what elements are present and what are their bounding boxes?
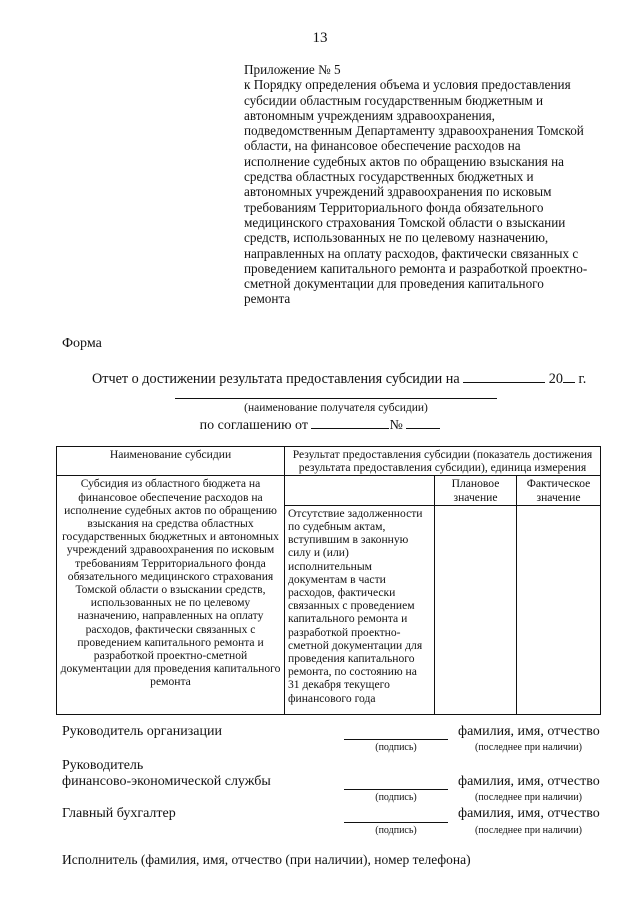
page-number: 13 (312, 30, 328, 46)
appendix-line: медицинского страхования Томской области о взыскании (244, 214, 566, 230)
signature-caption: (подпись) (375, 792, 417, 803)
date-blank[interactable] (463, 370, 545, 383)
appendix-line: исполнение судебных актов по обращению взыскания на (244, 153, 565, 169)
appendix-line: Приложение № 5 (244, 62, 341, 77)
agreement-line (0, 416, 640, 434)
planned-value-cell[interactable] (435, 505, 517, 715)
fio-caption: (последнее при наличии) (475, 792, 582, 803)
col-header-result: Результат предоставления субсидии (показатель достижения результата предоставления субсидии), единица измерения (285, 447, 601, 476)
report-title-text: Отчет о достижении результата предоставления субсидии на (92, 371, 460, 387)
appendix-header (244, 62, 616, 307)
number-sign: № (389, 418, 403, 433)
appendix-line: средства областных государственных бюджетных и (244, 169, 534, 185)
appendix-line: сметной документации для проведения капитального (244, 276, 544, 292)
appendix-line: области, на финансовое обеспечение расходов на (244, 138, 521, 154)
result-header-empty (285, 476, 435, 505)
appendix-line: проведением капитального ремонта и разработкой проектно- (244, 260, 588, 276)
report-title (92, 370, 586, 388)
appendix-line: субсидии областным государственным бюджетным и (244, 92, 544, 108)
recipient-line[interactable] (175, 398, 497, 399)
fio-caption: (последнее при наличии) (475, 825, 582, 836)
appendix-line: автономным учреждениям здравоохранения, (244, 107, 495, 123)
fio-label: фамилия, имя, отчество (458, 774, 600, 789)
signature-label-finance-service: финансово-экономической службы (62, 774, 271, 789)
signature-caption: (подпись) (375, 825, 417, 836)
appendix-line: к Порядку определения объема и условия предоставления (244, 77, 571, 93)
signature-line-finance[interactable] (344, 789, 448, 790)
actual-value-cell[interactable] (517, 505, 601, 715)
fio-caption: (последнее при наличии) (475, 742, 582, 753)
signature-line-accountant[interactable] (344, 822, 448, 823)
appendix-line: подведомственным Департаменту здравоохранения Томской (244, 123, 584, 139)
appendix-line: ремонта (244, 291, 291, 307)
fio-label: фамилия, имя, отчество (458, 806, 600, 821)
appendix-line: средств, использованных не по целевому назначению, (244, 230, 549, 246)
signature-line-director[interactable] (344, 739, 448, 740)
recipient-caption: (наименование получателя субсидии) (244, 402, 428, 414)
appendix-line: автономных учреждений здравоохранения по исковым (244, 184, 552, 200)
form-label: Форма (62, 336, 102, 351)
signature-label-chief-accountant: Главный бухгалтер (62, 806, 176, 821)
executor-line: Исполнитель (фамилия, имя, отчество (при наличии), номер телефона) (62, 852, 471, 867)
signature-caption: (подпись) (375, 742, 417, 753)
appendix-line: требованиям Территориального фонда обязательного (244, 199, 544, 215)
fio-label: фамилия, имя, отчество (458, 724, 600, 739)
result-indicator-cell: Отсутствие задолженности по судебным актам, вступившим в законную силу и (или) исполнительным документам в части расходов, фактически связанных с проведением капитального ремонта и разработкой проектно-сметной документации для проведения капитального ремонта, по состоянию на 31 декабря текущего финансового года (285, 505, 435, 715)
appendix-line: направленных на оплату расходов, фактически связанных с (244, 245, 579, 261)
year-suffix: г. (578, 371, 587, 387)
signature-label-finance-head: Руководитель (62, 758, 144, 773)
agreement-date-blank[interactable] (311, 416, 389, 429)
col-header-subsidy: Наименование субсидии (57, 447, 285, 476)
agreement-prefix: по соглашению от (199, 418, 308, 433)
planned-value-header: Плановое значение (435, 476, 517, 505)
year-blank[interactable] (563, 370, 575, 383)
actual-value-header: Фактическое значение (517, 476, 601, 505)
report-table (56, 446, 601, 715)
agreement-number-blank[interactable] (406, 416, 440, 429)
year-prefix: 20 (548, 371, 563, 387)
subsidy-name-cell: Субсидия из областного бюджета на финансовое обеспечение расходов на исполнение судебных актов по обращению взыскания на средства областных государственных бюджетных и автономных учреждений здравоохранения по исковым требованиям Территориального фонда обязательного медицинского страхования Томской области о взыскании средств, использованных не по целевому назначению, направленных на оплату расходов, фактически связанных с проведением капитального ремонта и разработкой проектно-сметной документации для проведения капитального ремонта (57, 476, 285, 715)
signature-label-director: Руководитель организации (62, 724, 222, 739)
